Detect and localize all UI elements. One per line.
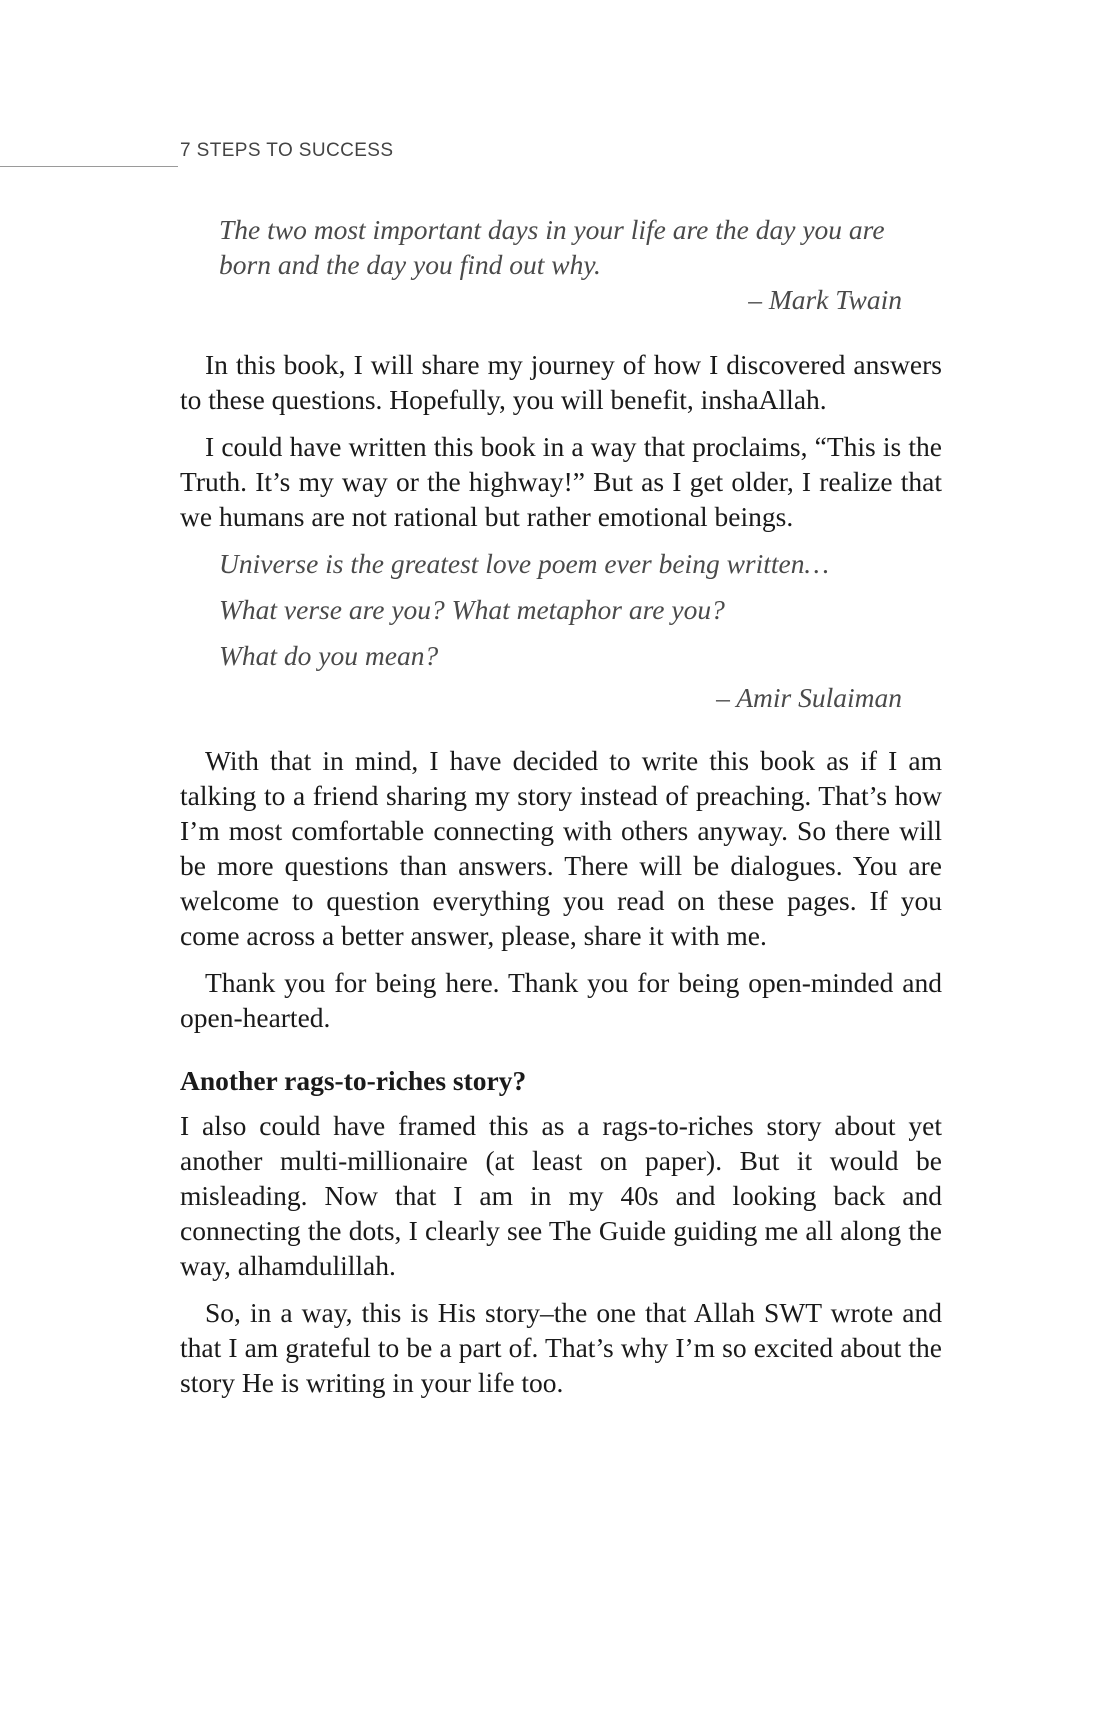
body-paragraph: So, in a way, this is His story–the one that Allah SWT wrote and that I am grateful to be a part of. That’s why I’m so excited about the story He is writing in your life too. [180,1297,942,1398]
poem-line: What do you mean? [219,640,439,671]
poem-line: Universe is the greatest love poem ever being written… [219,548,829,579]
epigraph-attribution: – Amir Sulaiman [716,682,902,713]
running-head [0,134,1120,174]
epigraph-amir-sulaiman [219,546,902,715]
body-paragraph: With that in mind, I have decided to write this book as if I am talking to a friend sharing my story instead of preaching. That’s how I’m most comfortable connecting with others anyway. So there will be more questions than answers. There will be dialogues. You are welcome to question everything you read on these pages. If you come across a better answer, please, share it with me. [180,745,942,951]
epigraph-line: The two most important days in your life are the day you are born and the day you find out why. [219,214,885,280]
epigraph-attribution: – Mark Twain [748,284,902,315]
running-head-title: 7 STEPS TO SUCCESS [180,140,394,161]
page-body [180,212,942,1412]
body-paragraph: Thank you for being here. Thank you for being open-minded and open-hearted. [180,967,942,1033]
epigraph-mark-twain [219,212,902,317]
body-paragraph: In this book, I will share my journey of how I discovered answers to these questions. Hopefully, you will benefit, inshaAllah. [180,349,942,415]
poem-line: What verse are you? What metaphor are you? [219,594,725,625]
body-paragraph: I could have written this book in a way that proclaims, “This is the Truth. It’s my way or the highway!” But as I get older, I realize that we humans are not rational but rather emotional beings. [180,431,942,532]
body-paragraph: I also could have framed this as a rags-to-riches story about yet another multi-millionaire (at least on paper). But it would be misleading. Now that I am in my 40s and looking back and connecting the dots, I clearly see The Guide guiding me all along the way, alhamdulillah. [180,1110,942,1281]
section-heading: Another rags-to-riches story? [180,1065,527,1096]
running-head-rule [0,166,178,167]
